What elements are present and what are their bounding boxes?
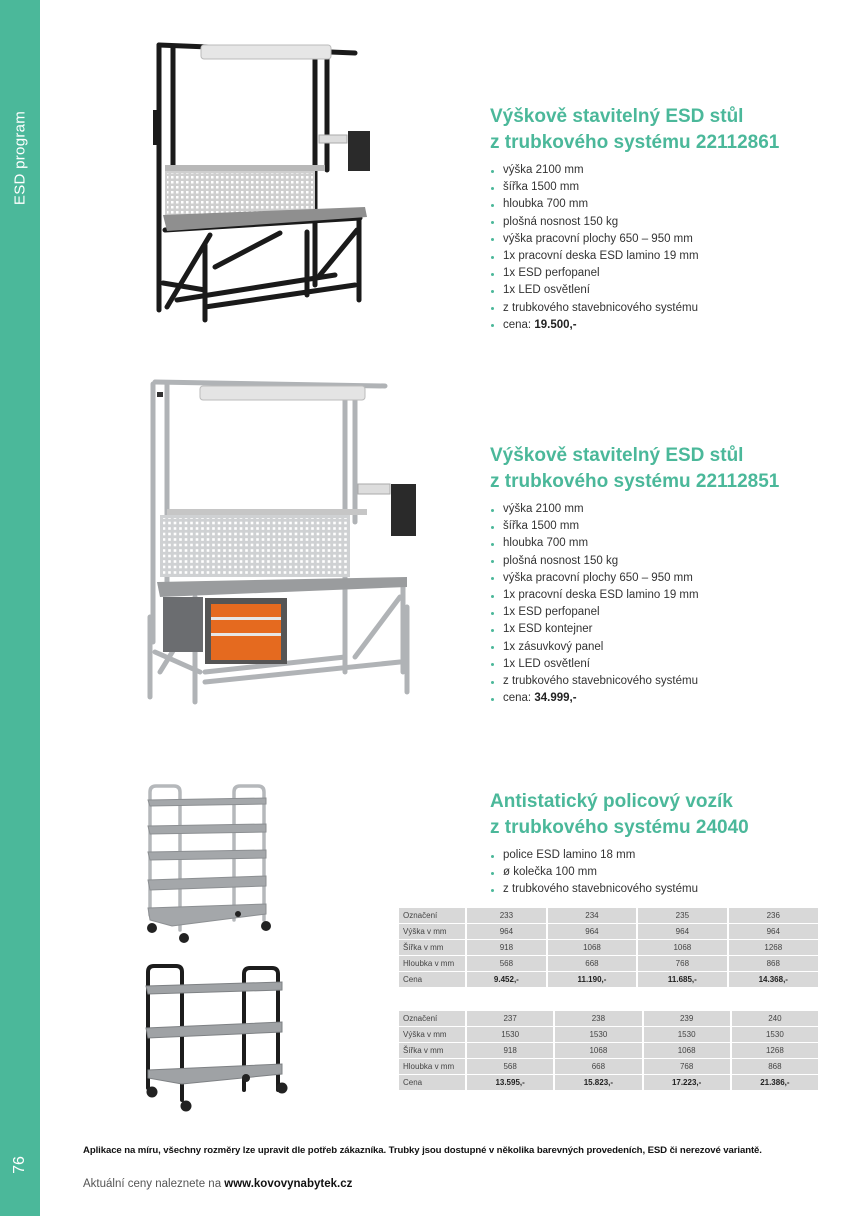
product-title-line1: Výškově stavitelný ESD stůl bbox=[490, 445, 744, 466]
page-number-text: 76 bbox=[11, 1156, 28, 1174]
table-row bbox=[399, 908, 818, 923]
table-row bbox=[399, 1075, 818, 1090]
table-cell: 1530 bbox=[555, 1027, 641, 1042]
page-number bbox=[0, 1150, 40, 1180]
spec-list bbox=[490, 162, 699, 334]
table-cell: 15.823,- bbox=[555, 1075, 641, 1090]
spec-item: 1x zásuvkový panel bbox=[490, 639, 699, 656]
spec-list bbox=[490, 847, 698, 899]
product-title-line1: Antistatický policový vozík bbox=[490, 791, 733, 812]
table-cell: 1268 bbox=[729, 940, 818, 955]
table-cell: 668 bbox=[555, 1059, 641, 1074]
row-label: Výška v mm bbox=[399, 1027, 465, 1042]
section-title-text: ESD program bbox=[11, 110, 29, 206]
table-row bbox=[399, 924, 818, 939]
table-cell: 964 bbox=[548, 924, 636, 939]
price-label: cena: bbox=[503, 318, 535, 331]
product-title-line2: z trubkového systému 24040 bbox=[490, 817, 749, 838]
table-cell: 233 bbox=[467, 908, 546, 923]
spec-item: 1x pracovní deska ESD lamino 19 mm bbox=[490, 248, 699, 265]
footer-link-prefix: Aktuální ceny naleznete na bbox=[83, 1178, 225, 1190]
section-title bbox=[0, 0, 40, 230]
spec-item: výška pracovní plochy 650 – 950 mm bbox=[490, 570, 699, 587]
table-row bbox=[399, 972, 818, 987]
table-cell: 234 bbox=[548, 908, 636, 923]
row-label: Cena bbox=[399, 1075, 465, 1090]
table-cell: 14.368,- bbox=[729, 972, 818, 987]
row-label: Šířka v mm bbox=[399, 1043, 465, 1058]
spec-item: hloubka 700 mm bbox=[490, 535, 699, 552]
table-cell: 1530 bbox=[467, 1027, 553, 1042]
table-cell: 239 bbox=[644, 1011, 730, 1026]
spec-item: 1x ESD kontejner bbox=[490, 621, 699, 638]
table-cell: 1530 bbox=[732, 1027, 818, 1042]
table-cell: 1068 bbox=[638, 940, 726, 955]
table-cell: 918 bbox=[467, 1043, 553, 1058]
product-image-table-22112861 bbox=[145, 35, 375, 325]
variant-table-low bbox=[397, 907, 820, 988]
table-cell: 868 bbox=[732, 1059, 818, 1074]
table-cell: 768 bbox=[644, 1059, 730, 1074]
table-row bbox=[399, 1011, 818, 1026]
product-image-cart-3-shelf bbox=[142, 960, 297, 1115]
website-link[interactable]: www.kovovynabytek.cz bbox=[224, 1178, 353, 1190]
product-image-table-22112851 bbox=[145, 372, 420, 707]
table-cell: 964 bbox=[729, 924, 818, 939]
row-label: Cena bbox=[399, 972, 465, 987]
spec-item: 1x LED osvětlení bbox=[490, 282, 699, 299]
row-label: Šířka v mm bbox=[399, 940, 465, 955]
table-cell: 11.685,- bbox=[638, 972, 726, 987]
product-title-line2: z trubkového systému 22112861 bbox=[490, 132, 780, 153]
table-cell: 238 bbox=[555, 1011, 641, 1026]
table-cell: 1068 bbox=[644, 1043, 730, 1058]
spec-item: šířka 1500 mm bbox=[490, 179, 699, 196]
spec-item: plošná nosnost 150 kg bbox=[490, 553, 699, 570]
table-row bbox=[399, 1059, 818, 1074]
spec-item: ø kolečka 100 mm bbox=[490, 864, 698, 881]
table-cell: 1268 bbox=[732, 1043, 818, 1058]
product-title-line1: Výškově stavitelný ESD stůl bbox=[490, 106, 744, 127]
footer-link-line bbox=[83, 1178, 352, 1190]
table-row bbox=[399, 1027, 818, 1042]
table-cell: 568 bbox=[467, 956, 546, 971]
row-label: Označení bbox=[399, 908, 465, 923]
spec-item: 1x ESD perfopanel bbox=[490, 265, 699, 282]
table-cell: 568 bbox=[467, 1059, 553, 1074]
spec-item: police ESD lamino 18 mm bbox=[490, 847, 698, 864]
product-image-cart-5-shelf bbox=[142, 780, 277, 945]
table-cell: 13.595,- bbox=[467, 1075, 553, 1090]
footer-note: Aplikace na míru, všechny rozměry lze upravit dle potřeb zákazníka. Trubky jsou dostupné v několika barevných provedeních, ESD či nerezové variantě. bbox=[83, 1145, 762, 1156]
table-cell: 964 bbox=[467, 924, 546, 939]
row-label: Výška v mm bbox=[399, 924, 465, 939]
table-cell: 668 bbox=[548, 956, 636, 971]
price-label: cena: bbox=[503, 692, 535, 705]
price-value: 19.500,- bbox=[534, 318, 577, 331]
sidebar-band bbox=[0, 0, 40, 1216]
table-cell: 11.190,- bbox=[548, 972, 636, 987]
spec-item: výška 2100 mm bbox=[490, 501, 699, 518]
row-label: Hloubka v mm bbox=[399, 1059, 465, 1074]
spec-item: 1x pracovní deska ESD lamino 19 mm bbox=[490, 587, 699, 604]
table-row bbox=[399, 1043, 818, 1058]
price-item bbox=[490, 690, 699, 707]
product-title bbox=[490, 789, 749, 841]
table-row bbox=[399, 940, 818, 955]
spec-item: z trubkového stavebnicového systému bbox=[490, 881, 698, 898]
spec-item: šířka 1500 mm bbox=[490, 518, 699, 535]
spec-item: plošná nosnost 150 kg bbox=[490, 214, 699, 231]
table-cell: 240 bbox=[732, 1011, 818, 1026]
spec-item: výška 2100 mm bbox=[490, 162, 699, 179]
spec-item: z trubkového stavebnicového systému bbox=[490, 673, 699, 690]
spec-item: 1x LED osvětlení bbox=[490, 656, 699, 673]
table-cell: 21.386,- bbox=[732, 1075, 818, 1090]
table-cell: 17.223,- bbox=[644, 1075, 730, 1090]
price-item bbox=[490, 317, 699, 334]
table-cell: 9.452,- bbox=[467, 972, 546, 987]
row-label: Označení bbox=[399, 1011, 465, 1026]
table-cell: 918 bbox=[467, 940, 546, 955]
spec-item: výška pracovní plochy 650 – 950 mm bbox=[490, 231, 699, 248]
variant-table-high bbox=[397, 1010, 820, 1091]
product-title bbox=[490, 104, 779, 156]
table-cell: 1530 bbox=[644, 1027, 730, 1042]
spec-list bbox=[490, 501, 699, 707]
row-label: Hloubka v mm bbox=[399, 956, 465, 971]
table-cell: 768 bbox=[638, 956, 726, 971]
spec-item: 1x ESD perfopanel bbox=[490, 604, 699, 621]
table-row bbox=[399, 956, 818, 971]
product-title bbox=[490, 443, 779, 495]
table-cell: 237 bbox=[467, 1011, 553, 1026]
table-cell: 964 bbox=[638, 924, 726, 939]
product-title-line2: z trubkového systému 22112851 bbox=[490, 471, 780, 492]
spec-item: z trubkového stavebnicového systému bbox=[490, 300, 699, 317]
table-cell: 1068 bbox=[548, 940, 636, 955]
table-cell: 868 bbox=[729, 956, 818, 971]
spec-item: hloubka 700 mm bbox=[490, 196, 699, 213]
table-cell: 236 bbox=[729, 908, 818, 923]
table-cell: 235 bbox=[638, 908, 726, 923]
price-value: 34.999,- bbox=[534, 692, 577, 705]
table-cell: 1068 bbox=[555, 1043, 641, 1058]
